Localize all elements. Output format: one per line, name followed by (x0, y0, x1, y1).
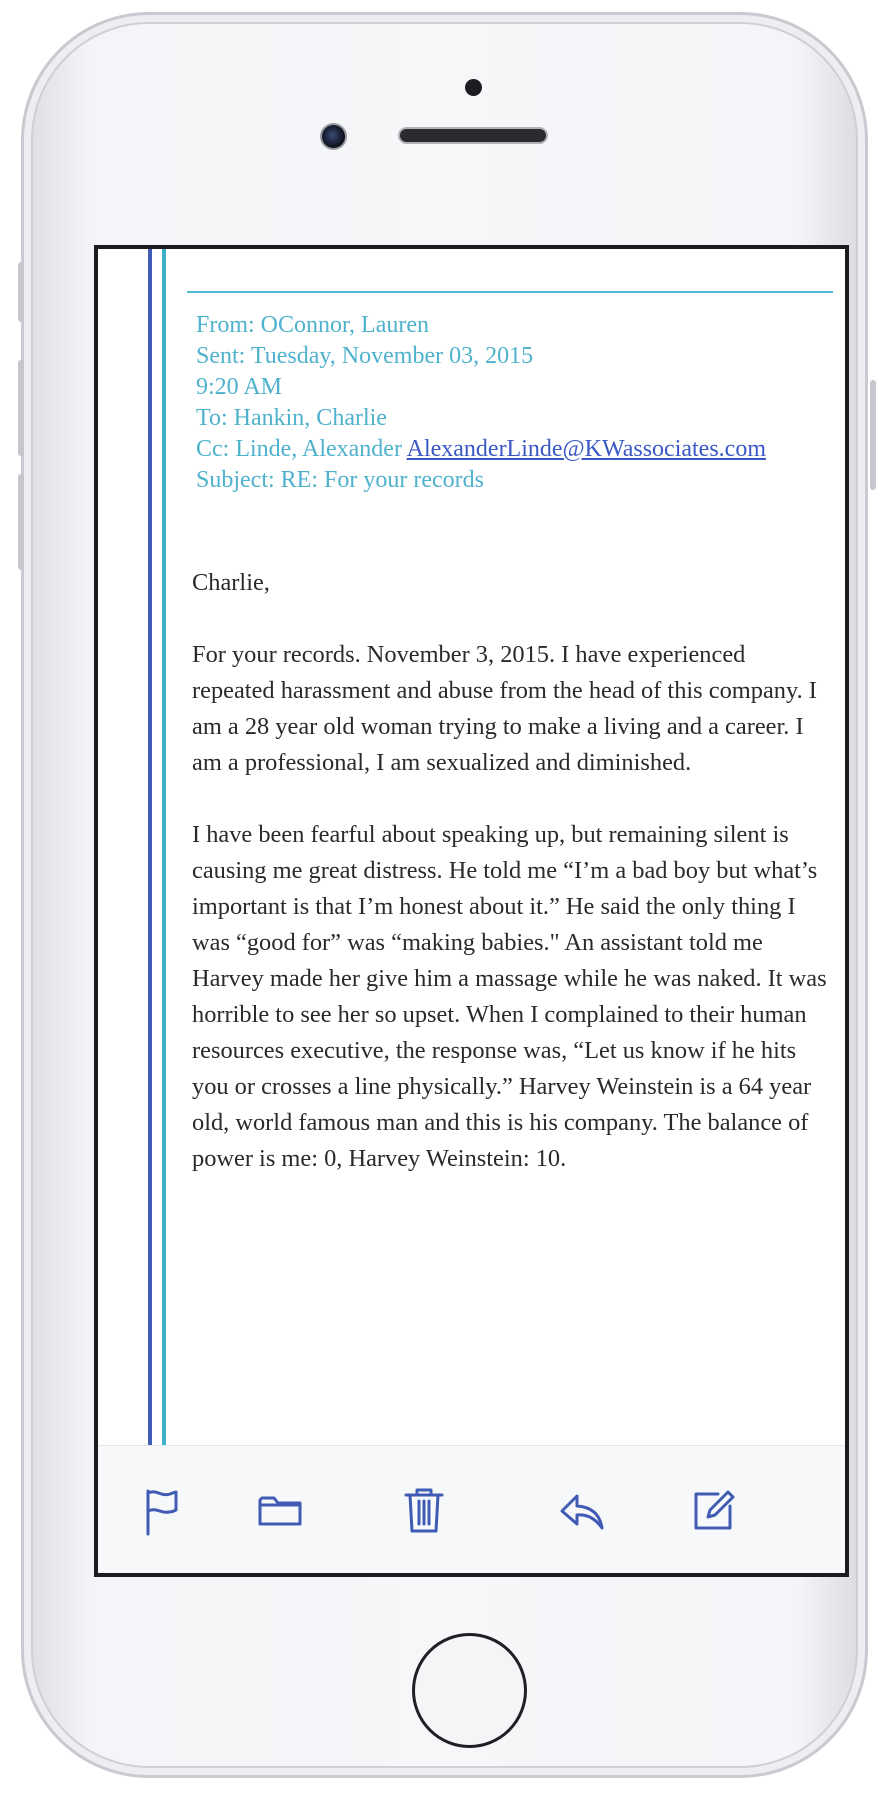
quote-bar-outer (148, 249, 152, 1445)
volume-up-button (18, 360, 24, 456)
sent-line: Sent: Tuesday, November 03, 2015 (196, 343, 534, 369)
to-line: To: Hankin, Charlie (196, 405, 387, 431)
folder-icon (254, 1484, 306, 1536)
header-divider (187, 291, 833, 293)
email-body (192, 565, 832, 1177)
mail-screen (94, 245, 849, 1577)
greeting: Charlie, (192, 569, 270, 596)
power-button (870, 380, 876, 490)
move-to-folder-button[interactable] (250, 1480, 310, 1540)
proximity-sensor (465, 79, 482, 96)
phone-frame (21, 12, 868, 1778)
email-header (196, 310, 849, 496)
reply-icon (556, 1484, 608, 1536)
volume-down-button (18, 474, 24, 570)
subject-line: Subject: RE: For your records (196, 467, 484, 493)
compose-button[interactable] (684, 1480, 744, 1540)
front-camera (320, 123, 347, 150)
delete-button[interactable] (394, 1480, 454, 1540)
cc-email-link[interactable]: AlexanderLinde@KWassociates.com (406, 436, 766, 462)
mail-toolbar (98, 1445, 845, 1577)
from-line: From: OConnor, Lauren (196, 312, 430, 338)
body-paragraph-2: I have been fearful about speaking up, but remaining silent is causing me great distress. He told me “I’m a bad boy but what’s important is that I’m honest about it.” He said the only thing I was “good for” was “making babies." An assistant told me Harvey made her give him a massage while he was naked. It was horrible to see her so upset. When I complained to their human resources executive, the response was, “Let us know if he hits you or crosses a line physically.” Harvey Weinstein is a 64 year old, world famous man and this is his company. The balance of power is me: 0, Harvey Weinstein: 10. (192, 821, 827, 1172)
reply-button[interactable] (552, 1480, 612, 1540)
earpiece-speaker (398, 127, 548, 144)
flag-icon (136, 1484, 188, 1536)
home-button[interactable] (412, 1633, 527, 1748)
trash-icon (398, 1484, 450, 1536)
time-line: 9:20 AM (196, 374, 283, 400)
cc-line (196, 434, 849, 465)
mute-switch (18, 262, 24, 322)
compose-icon (688, 1484, 740, 1536)
quote-bar-inner (162, 249, 166, 1445)
flag-button[interactable] (132, 1480, 192, 1540)
cc-name: Cc: Linde, Alexander (196, 436, 407, 462)
body-paragraph-1: For your records. November 3, 2015. I have experienced repeated harassment and abuse from the head of this company. I am a 28 year old woman trying to make a living and a career. I am a professional, I am sexualized and diminished. (192, 641, 817, 776)
